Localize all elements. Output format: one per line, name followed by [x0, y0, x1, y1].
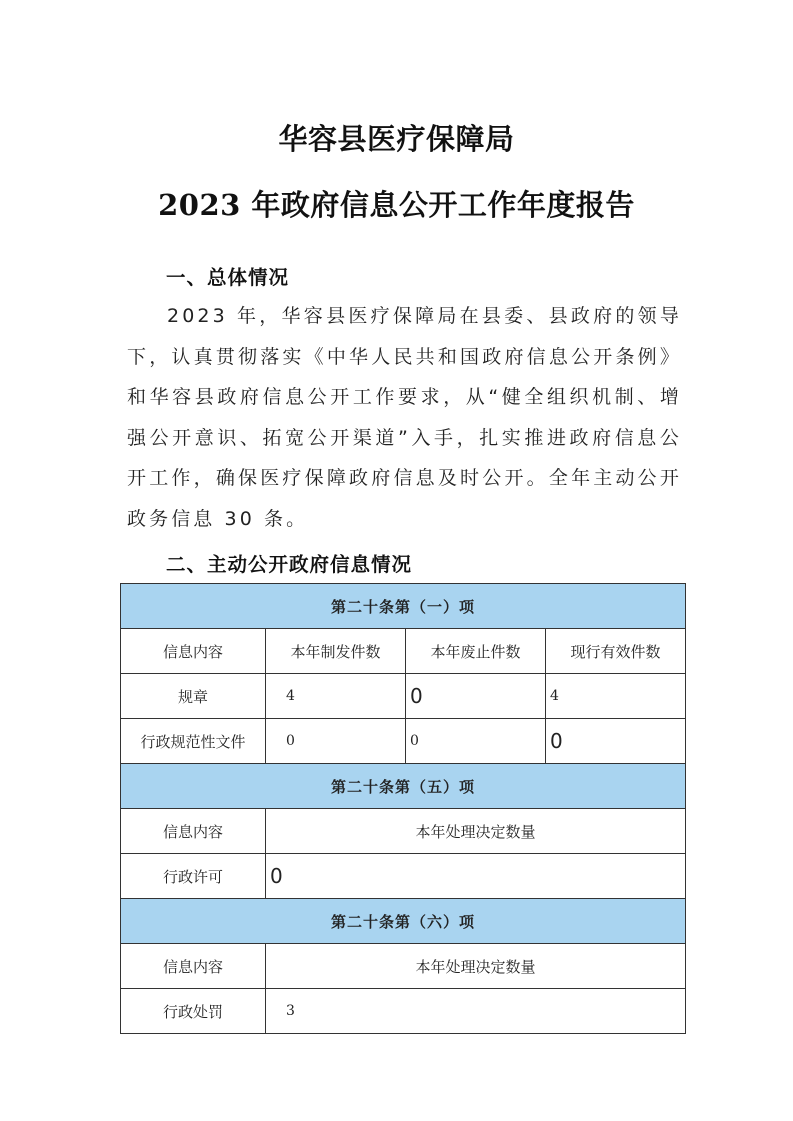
column-header: 本年制发件数 [266, 629, 406, 674]
column-header: 本年废止件数 [406, 629, 546, 674]
overview-paragraph: 2023 年，华容县医疗保障局在县委、县政府的领导下，认真贯彻落实《中华人民共和国政府信息公开条例》和华容县政府信息公开工作要求，从“健全组织机制、增强公开意识、拓宽公开渠道”入手，扎实推进政府信息公开工作，确保医疗保障政府信息及时公开。全年主动公开政务信息 30 条。 [127, 305, 682, 530]
document-subtitle: 2023 年政府信息公开工作年度报告 [158, 188, 635, 222]
cell-issued: 0 [266, 719, 406, 764]
cell-valid: 0 [546, 719, 686, 764]
section-title-item-1: 第二十条第（一）项 [121, 584, 686, 629]
table-row [121, 719, 686, 764]
column-header: 信息内容 [121, 944, 266, 989]
table-header-row [121, 809, 686, 854]
cell-issued: 4 [266, 674, 406, 719]
column-header: 本年处理决定数量 [266, 809, 686, 854]
table-header-row [121, 629, 686, 674]
disclosure-table [120, 583, 686, 1034]
table-section-row [121, 899, 686, 944]
section-heading-overview: 一、总体情况 [166, 266, 290, 289]
document-title: 华容县医疗保障局 [278, 122, 515, 156]
cell-value: 0 [266, 854, 686, 899]
cell-value: 3 [266, 989, 686, 1034]
row-label: 行政许可 [121, 854, 266, 899]
column-header: 本年处理决定数量 [266, 944, 686, 989]
section-heading-proactive-disclosure: 二、主动公开政府信息情况 [166, 553, 413, 576]
column-header: 信息内容 [121, 629, 266, 674]
table-row [121, 674, 686, 719]
column-header: 现行有效件数 [546, 629, 686, 674]
table-row [121, 854, 686, 899]
table-section-row [121, 584, 686, 629]
cell-abolished: 0 [406, 674, 546, 719]
row-label: 规章 [121, 674, 266, 719]
row-label: 行政规范性文件 [121, 719, 266, 764]
cell-valid: 4 [546, 674, 686, 719]
row-label: 行政处罚 [121, 989, 266, 1034]
column-header: 信息内容 [121, 809, 266, 854]
section-title-item-6: 第二十条第（六）项 [121, 899, 686, 944]
table-section-row [121, 764, 686, 809]
table-row [121, 989, 686, 1034]
table-header-row [121, 944, 686, 989]
section-title-item-5: 第二十条第（五）项 [121, 764, 686, 809]
cell-abolished: 0 [406, 719, 546, 764]
